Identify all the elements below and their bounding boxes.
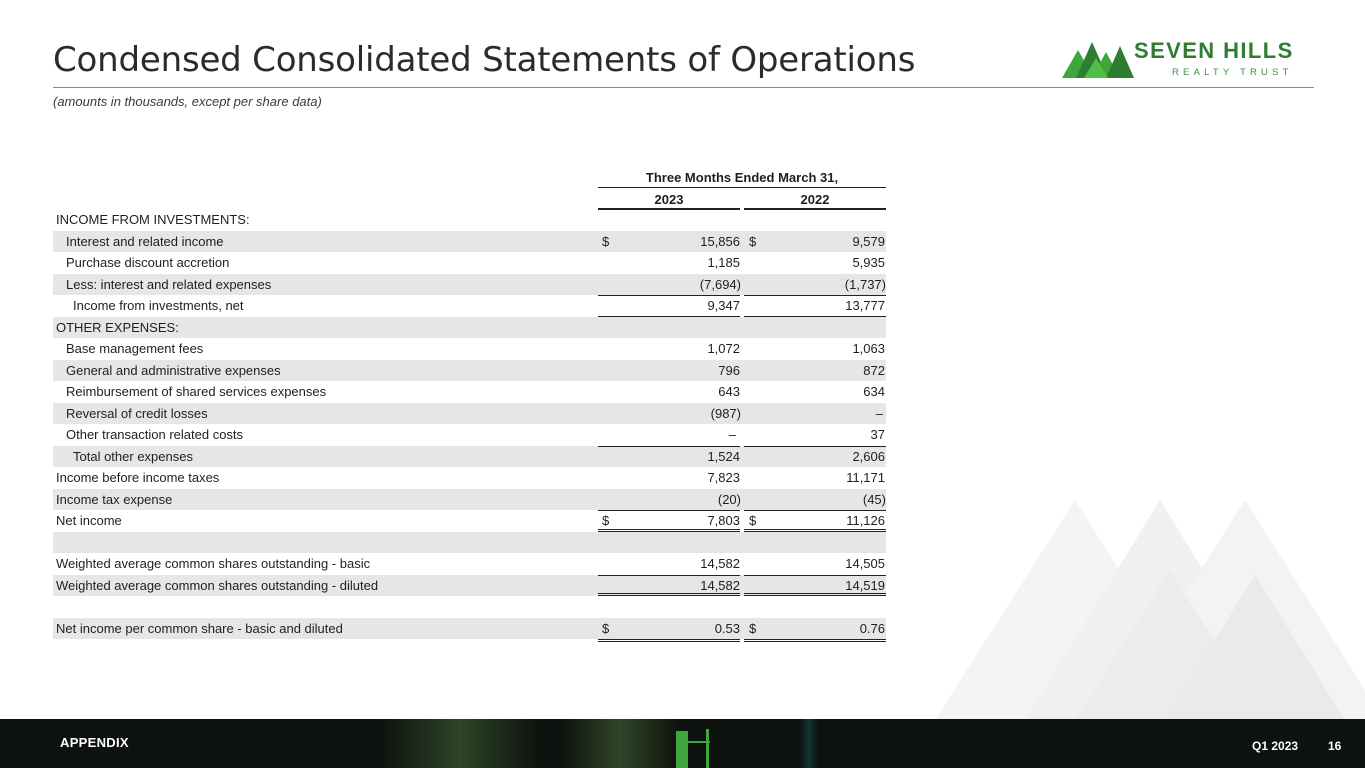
table-row (53, 231, 886, 253)
total-double-rule (744, 641, 886, 642)
title-divider (53, 87, 1314, 88)
row-label: Income tax expense (56, 491, 173, 507)
value-2022: – (875, 405, 883, 421)
footer-decor-bar (706, 729, 709, 768)
row-label: OTHER EXPENSES: (56, 319, 179, 335)
period-header-underline (598, 187, 886, 188)
table-row (53, 446, 886, 468)
table-row (53, 467, 886, 489)
decorative-mountains (935, 500, 1365, 720)
row-label: Other transaction related costs (66, 427, 244, 442)
footer-decor-bar (676, 731, 688, 768)
table-row (53, 403, 886, 425)
row-label: Net income (56, 513, 122, 528)
table-row (53, 553, 886, 575)
value-2022: 14,505 (845, 556, 885, 571)
row-label: Net income per common share - basic and diluted (56, 620, 343, 636)
logo-name: SEVEN HILLS (1134, 38, 1294, 63)
row-label: Less: interest and related expenses (66, 276, 272, 292)
table-row (53, 381, 886, 403)
currency-symbol: $ (749, 233, 757, 249)
currency-symbol: $ (602, 620, 610, 636)
table-row (53, 618, 886, 640)
currency-symbol: $ (749, 620, 757, 636)
value-2022: 0.76 (859, 620, 885, 636)
total-double-rule (598, 593, 740, 594)
value-2023: – (728, 427, 736, 442)
income-statement-table (53, 209, 886, 639)
mountain-logo-icon (1062, 40, 1134, 78)
value-2022: 634 (863, 384, 885, 399)
table-row (53, 274, 886, 296)
value-2023: 14,582 (700, 556, 740, 571)
value-2023: 9,347 (707, 298, 740, 313)
page-subtitle: (amounts in thousands, except per share data) (53, 94, 322, 109)
value-2022: 2,606 (852, 448, 885, 464)
value-2022: 11,126 (846, 513, 885, 528)
row-label: Reimbursement of shared services expenses (66, 384, 327, 399)
value-2022: 9,579 (852, 233, 885, 249)
total-double-rule (598, 639, 740, 640)
value-2023: 1,524 (707, 448, 740, 464)
value-2022: 872 (863, 362, 885, 378)
total-double-rule (598, 529, 740, 530)
column-header-2022: 2022 (800, 192, 830, 207)
value-2023: 1,072 (707, 341, 740, 356)
value-2023: 7,823 (707, 470, 740, 485)
footer-bar (0, 719, 1365, 768)
table-row-spacer (53, 596, 886, 618)
row-label: Total other expenses (73, 448, 193, 464)
table-row (53, 317, 886, 339)
row-label: Weighted average common shares outstanding - basic (56, 556, 371, 571)
value-2022: (1,737) (844, 276, 886, 292)
logo-tagline: REALTY TRUST (1172, 67, 1293, 78)
value-2022: 11,171 (846, 470, 885, 485)
table-row (53, 489, 886, 511)
footer-background-image (560, 719, 680, 768)
row-label: General and administrative expenses (66, 362, 281, 378)
value-2023: 0.53 (714, 620, 740, 636)
value-2022: 1,063 (852, 341, 885, 356)
value-2023: 643 (718, 384, 740, 399)
table-row (53, 510, 886, 532)
row-label: Purchase discount accretion (66, 255, 230, 270)
table-row (53, 360, 886, 382)
total-double-rule (598, 641, 740, 642)
table-row (53, 252, 886, 274)
section-label: APPENDIX (60, 735, 129, 750)
total-double-rule (744, 529, 886, 530)
row-label: Weighted average common shares outstanding - diluted (56, 577, 379, 593)
company-logo (1062, 38, 1318, 82)
currency-symbol: $ (602, 233, 610, 249)
total-double-rule (744, 593, 886, 594)
value-2023: (20) (717, 491, 741, 507)
value-2023: 1,185 (707, 255, 740, 270)
row-label: INCOME FROM INVESTMENTS: (56, 212, 250, 227)
table-row-spacer (53, 532, 886, 554)
value-2023: 14,582 (700, 577, 740, 593)
value-2022: (45) (862, 491, 886, 507)
value-2023: 15,856 (700, 233, 740, 249)
row-label: Interest and related income (66, 233, 224, 249)
table-row (53, 338, 886, 360)
footer-background-image (380, 719, 540, 768)
value-2023: (987) (710, 405, 741, 421)
table-row (53, 575, 886, 597)
value-2022: 37 (870, 427, 885, 442)
footer-background-image (800, 719, 818, 768)
value-2022: 5,935 (852, 255, 885, 270)
value-2023: 796 (718, 362, 740, 378)
quarter-label: Q1 2023 (1252, 739, 1299, 753)
row-label: Base management fees (66, 341, 204, 356)
value-2023: (7,694) (699, 276, 741, 292)
total-double-rule (744, 639, 886, 640)
row-label: Income from investments, net (73, 298, 244, 313)
table-row (53, 209, 886, 231)
currency-symbol: $ (602, 513, 610, 528)
footer-decor-bar (686, 741, 710, 743)
value-2023: 7,803 (707, 513, 740, 528)
page-title: Condensed Consolidated Statements of Operations (53, 40, 916, 80)
row-label: Reversal of credit losses (66, 405, 208, 421)
row-label: Income before income taxes (56, 470, 220, 485)
value-2022: 14,519 (845, 577, 885, 593)
column-header-2023: 2023 (654, 192, 684, 207)
period-header: Three Months Ended March 31, (645, 170, 839, 185)
page-number: 16 (1328, 739, 1342, 753)
value-2022: 13,777 (845, 298, 885, 313)
table-row (53, 295, 886, 317)
currency-symbol: $ (749, 513, 757, 528)
table-row (53, 424, 886, 446)
